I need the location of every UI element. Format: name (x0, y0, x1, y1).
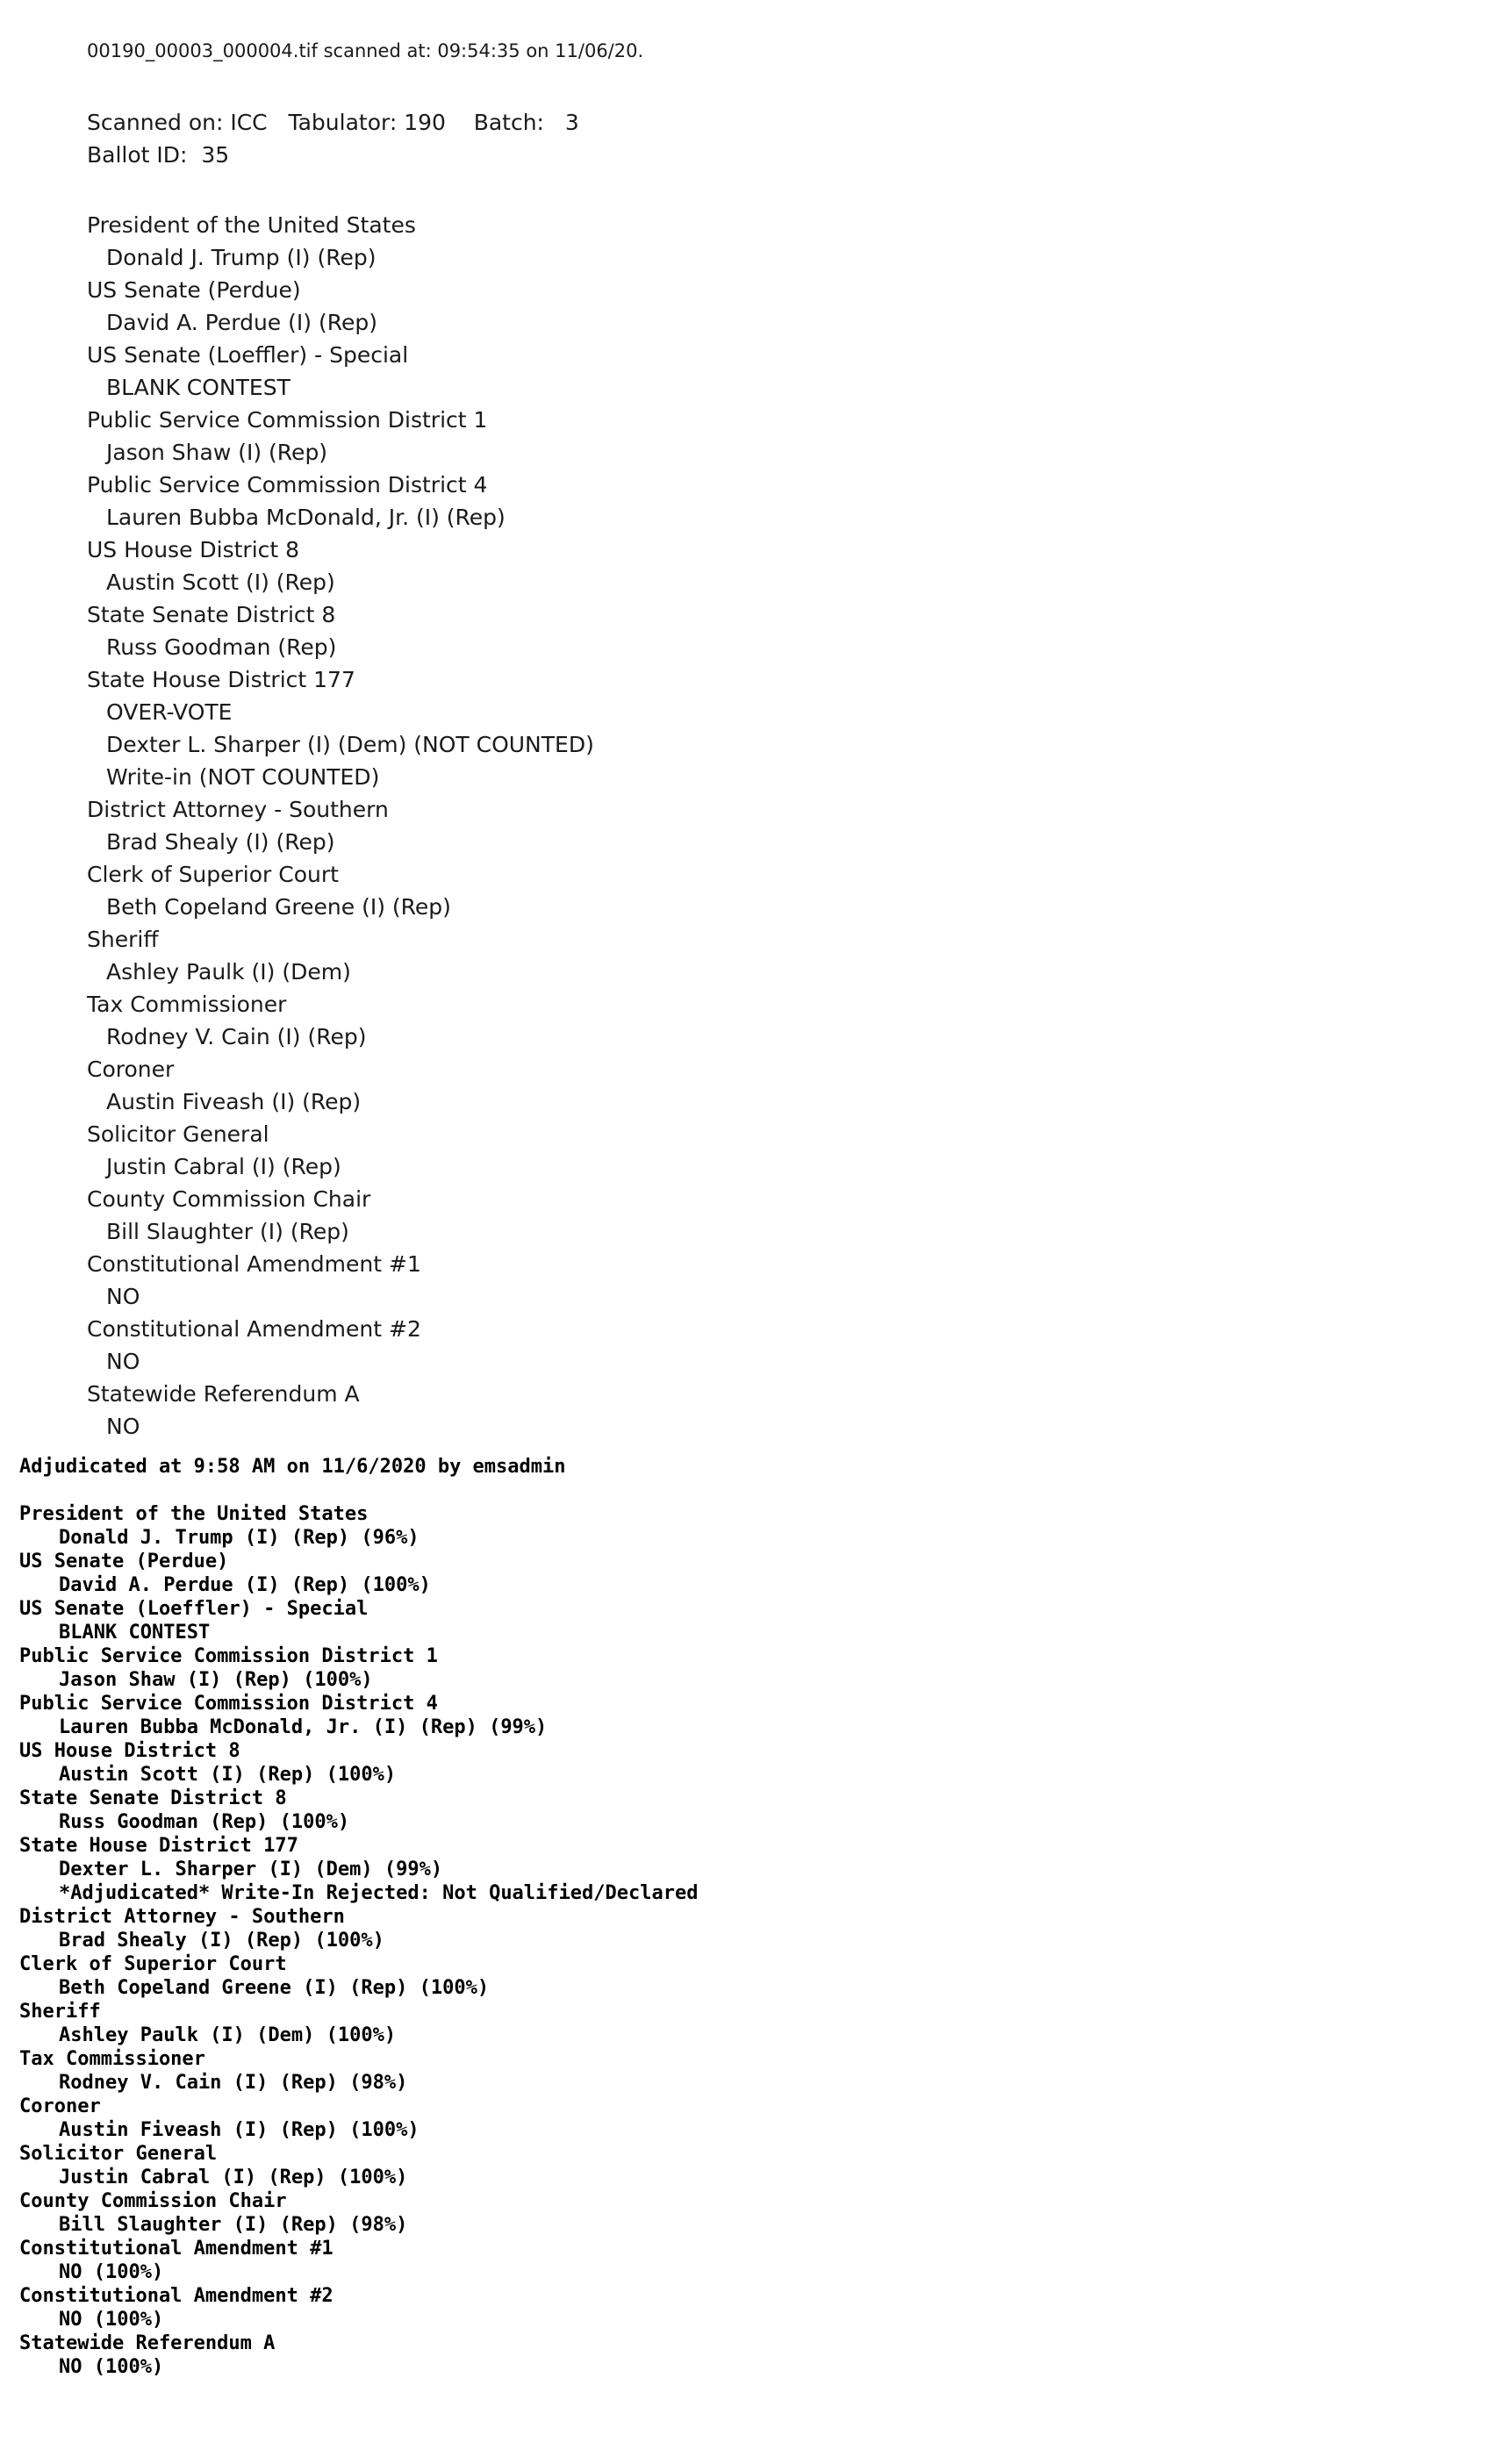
scan-choice: Ashley Paulk (I) (Dem) (106, 959, 351, 985)
scan-choice: Austin Fiveash (I) (Rep) (106, 1089, 362, 1114)
scan-choice: Beth Copeland Greene (I) (Rep) (106, 894, 451, 920)
adjudication-choice: BLANK CONTEST (59, 1622, 211, 1644)
adjudication-contest-name: District Attorney - Southern (19, 1906, 345, 1928)
adjudication-choice: Ashley Paulk (I) (Dem) (100%) (59, 2024, 397, 2046)
scan-choice: Dexter L. Sharper (I) (Dem) (NOT COUNTED) (106, 732, 594, 757)
scan-choice: NO (106, 1284, 140, 1309)
adjudication-choice: Austin Scott (I) (Rep) (100%) (59, 1764, 397, 1786)
scan-contest-name: US Senate (Perdue) (87, 277, 301, 303)
adjudication-contest-name: Solicitor General (19, 2143, 218, 2165)
adjudication-contest-name: Tax Commissioner (19, 2048, 205, 2070)
adjudication-header: Adjudicated at 9:58 AM on 11/6/2020 by emsadmin (19, 1456, 566, 1478)
adjudication-contest-name: State House District 177 (19, 1835, 298, 1857)
scan-contest-name: Clerk of Superior Court (87, 862, 339, 887)
scan-choice: David A. Perdue (I) (Rep) (106, 310, 377, 335)
adjudication-contest-name: US Senate (Loeffler) - Special (19, 1598, 369, 1620)
adjudication-choice: Lauren Bubba McDonald, Jr. (I) (Rep) (99%) (59, 1716, 548, 1738)
adjudication-contest-name: Constitutional Amendment #1 (19, 2238, 334, 2260)
scan-choice: OVER-VOTE (106, 699, 233, 725)
scan-contest-name: Constitutional Amendment #2 (87, 1316, 421, 1342)
scan-choice: BLANK CONTEST (106, 375, 290, 400)
adjudication-contest-name: President of the United States (19, 1503, 369, 1525)
adjudication-contest-name: Public Service Commission District 4 (19, 1693, 438, 1715)
scan-contest-name: Public Service Commission District 4 (87, 472, 488, 498)
scan-contest-name: Coroner (87, 1057, 175, 1082)
adjudication-contest-name: Coroner (19, 2095, 101, 2117)
scan-contest-name: Public Service Commission District 1 (87, 407, 488, 433)
scan-choice: Lauren Bubba McDonald, Jr. (I) (Rep) (106, 505, 506, 530)
scan-choice: NO (106, 1414, 140, 1439)
adjudication-choice: Dexter L. Sharper (I) (Dem) (99%) (59, 1859, 443, 1880)
adjudication-contest-name: Constitutional Amendment #2 (19, 2285, 334, 2307)
adjudication-choice: Bill Slaughter (I) (Rep) (98%) (59, 2214, 408, 2236)
adjudication-contest-name: Clerk of Superior Court (19, 1953, 287, 1975)
adjudication-contest-list (19, 1502, 698, 2379)
scan-contest-name: Tax Commissioner (87, 992, 287, 1017)
adjudication-choice: NO (100%) (59, 2261, 164, 2283)
scan-choice: NO (106, 1349, 140, 1374)
adjudication-choice: Jason Shaw (I) (Rep) (100%) (59, 1669, 373, 1691)
scan-choice: Russ Goodman (Rep) (106, 634, 337, 660)
scan-choice: Brad Shealy (I) (Rep) (106, 829, 335, 855)
scan-contest-name: President of the United States (87, 212, 416, 238)
scan-choice: Justin Cabral (I) (Rep) (106, 1154, 341, 1179)
adjudication-choice: Brad Shealy (I) (Rep) (100%) (59, 1930, 384, 1952)
scan-header: 00190_00003_000004.tif scanned at: 09:54:35 on 11/06/20. (87, 40, 644, 61)
scan-contest-name: US Senate (Loeffler) - Special (87, 342, 409, 368)
scan-choice: Bill Slaughter (I) (Rep) (106, 1219, 349, 1244)
scan-choice: Rodney V. Cain (I) (Rep) (106, 1024, 367, 1049)
scan-meta-ballot-id: Ballot ID: 35 (87, 142, 230, 168)
adjudication-contest-name: Statewide Referendum A (19, 2332, 276, 2354)
adjudication-choice: Russ Goodman (Rep) (100%) (59, 1811, 350, 1833)
adjudication-choice: NO (100%) (59, 2309, 164, 2331)
adjudication-contest-name: US House District 8 (19, 1740, 240, 1762)
scan-choice: Jason Shaw (I) (Rep) (106, 440, 328, 465)
scan-meta (87, 106, 643, 171)
scan-section (87, 35, 643, 1443)
adjudication-choice: Beth Copeland Greene (I) (Rep) (100%) (59, 1977, 490, 1999)
scan-contest-name: County Commission Chair (87, 1186, 371, 1212)
scan-contest-list (87, 209, 643, 1443)
scan-contest-name: Statewide Referendum A (87, 1381, 360, 1407)
scan-contest-name: State House District 177 (87, 667, 355, 692)
adjudication-section (19, 1455, 698, 2379)
adjudication-choice: *Adjudicated* Write-In Rejected: Not Qualified/Declared (59, 1882, 699, 1904)
scan-choice: Write-in (NOT COUNTED) (106, 764, 380, 790)
scan-contest-name: US House District 8 (87, 537, 300, 562)
scan-contest-name: District Attorney - Southern (87, 797, 389, 822)
adjudication-contest-name: State Senate District 8 (19, 1787, 287, 1809)
scan-contest-name: Constitutional Amendment #1 (87, 1251, 421, 1277)
adjudication-choice: Donald J. Trump (I) (Rep) (96%) (59, 1527, 420, 1549)
scan-choice: Donald J. Trump (I) (Rep) (106, 245, 377, 270)
adjudication-contest-name: Public Service Commission District 1 (19, 1645, 438, 1667)
scan-choice: Austin Scott (I) (Rep) (106, 569, 335, 595)
scan-meta-tabulator: Scanned on: ICC Tabulator: 190 Batch: 3 (87, 110, 579, 135)
adjudication-contest-name: US Senate (Perdue) (19, 1551, 229, 1572)
scan-contest-name: Sheriff (87, 927, 159, 952)
adjudication-choice: Justin Cabral (I) (Rep) (100%) (59, 2167, 408, 2188)
adjudication-contest-name: Sheriff (19, 2001, 101, 2023)
adjudication-choice: David A. Perdue (I) (Rep) (100%) (59, 1574, 431, 1596)
scan-contest-name: Solicitor General (87, 1121, 269, 1147)
scan-contest-name: State Senate District 8 (87, 602, 336, 627)
adjudication-contest-name: County Commission Chair (19, 2190, 287, 2212)
adjudication-choice: Rodney V. Cain (I) (Rep) (98%) (59, 2072, 408, 2094)
adjudication-choice: NO (100%) (59, 2356, 164, 2378)
adjudication-choice: Austin Fiveash (I) (Rep) (100%) (59, 2119, 420, 2141)
